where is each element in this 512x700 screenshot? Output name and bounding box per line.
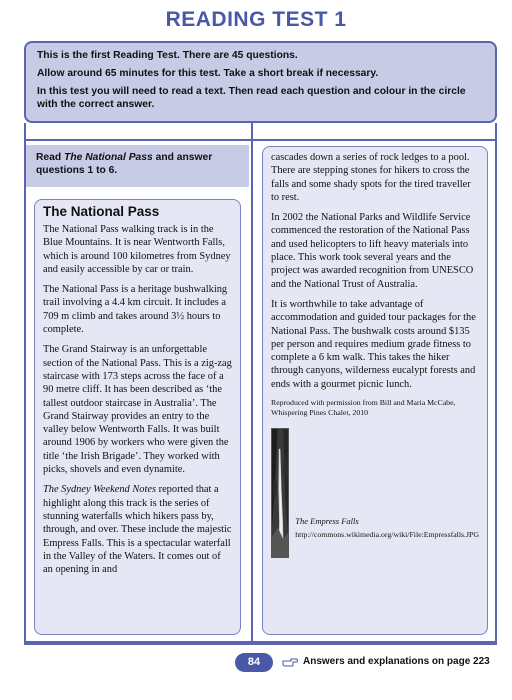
credit-text: Reproduced with permission from Bill and Maria McCabe, Whispering Pines Chalet, 2010 [271, 398, 456, 418]
passage-right-box [262, 146, 488, 635]
instruction-prefix: Read [36, 152, 65, 163]
footer-rule [24, 643, 497, 645]
intro-line: This is the first Reading Test. There are 45 questions. [37, 50, 298, 61]
passage-paragraph: The National Pass walking track is in the Blue Mountains. It is near Wentworth Falls, which is around 100 kilometres from Sydney and easily accessible by car or train. [43, 224, 231, 275]
intro-line: In this test you will need to read a text. Then read each question and colour in the circle with the correct answer. [37, 86, 466, 110]
column-divider-top [24, 123, 497, 141]
passage-paragraph: cascades down a series of rock ledges to a pool. There are stepping stones for hikers to cross the falls and some shady spots for the tired traveller to rest. [271, 152, 471, 203]
photo-caption: The Empress Falls [295, 516, 359, 527]
passage-paragraph: The Grand Stairway is an unforgettable section of the National Pass. This is a zig-zag staircase with 173 steps across the face of a 90 metre cliff. It has been described as ‘the tallest outdoor staircase in Australia’. The Grand Stairway provides an entry to the valley below Wentworth Falls. It was built around 1906 by workers who were given the title ‘the Irish Brigade’. They worked with picks, shovels and even dynamite. [43, 344, 232, 476]
page-number: 84 [235, 653, 273, 672]
photo-url: http://commons.wikimedia.org/wiki/File:Empressfalls.JPG [295, 530, 479, 540]
passage-paragraph: In 2002 the National Parks and Wildlife Service commenced the restoration of the National Pass and used helicopters to lift heavy materials into place. This work took several years and the project was awarded recognition from UNESCO and the National Trust of Australia. [271, 212, 474, 290]
passage-title: The National Pass [43, 204, 160, 219]
answers-text: Answers and explanations on page 223 [303, 656, 490, 667]
instruction-title: The National Pass [64, 152, 153, 163]
intro-box [24, 41, 497, 123]
notes-title: The Sydney Weekend Notes [43, 484, 157, 496]
passage-paragraph [43, 483, 232, 576]
waterfall-photo [271, 428, 289, 558]
passage-paragraph: It is worthwhile to take advantage of accommodation and guided tour packages for the National Pass. The bushwalk costs around $135 per person and requires medium grade fitness to complete a 6 km walk. This takes the hiker through canyons, wilderness eucalypt forests and ends with a gourmet picnic lunch. [271, 298, 476, 390]
photo-caption-block [295, 428, 479, 558]
passage-left-box [34, 199, 241, 635]
intro-line: Allow around 65 minutes for this test. Take a short break if necessary. [37, 68, 379, 79]
answers-reference [282, 656, 490, 667]
notes-text: reported that a highlight along this track is the series of stunning waterfalls which hikers pass by, through, and over. These include the majestic Empress Falls. This is a spectacular waterfall in the Valley of the Waters. It comes out of an opening in and [43, 484, 232, 576]
instruction-suffix: and answer questions 1 to 6. [36, 152, 213, 176]
page-title: READING TEST 1 [165, 8, 347, 31]
instruction-box [26, 145, 249, 187]
photo-block [271, 428, 479, 558]
passage-paragraph: The National Pass is a heritage bushwalking trail involving a 4.4 km circuit. It includes a 709 m climb and takes around 3½ hours to complete. [43, 284, 228, 336]
pointing-hand-icon [282, 657, 298, 667]
